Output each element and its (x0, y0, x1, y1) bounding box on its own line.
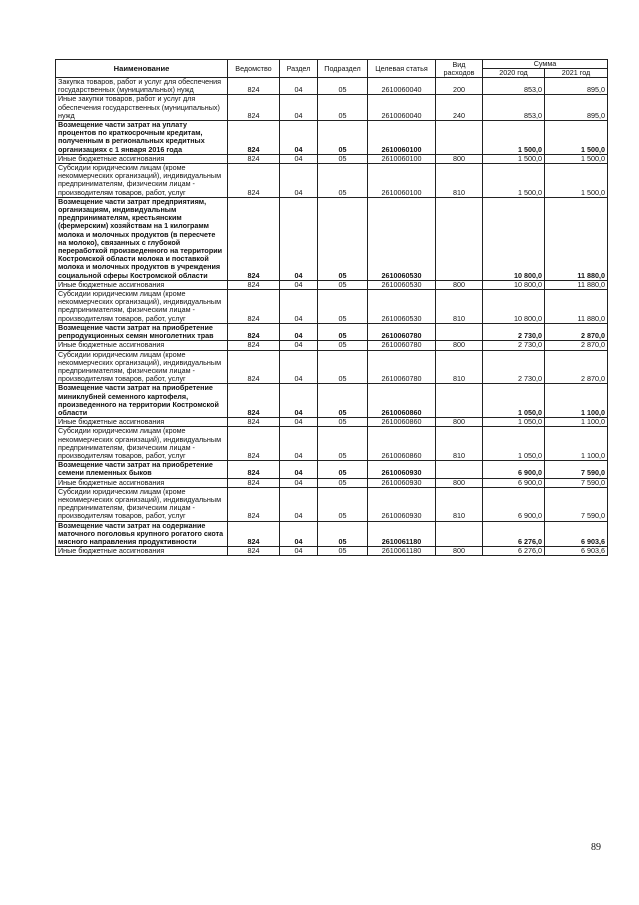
cell-2020: 1 050,0 (483, 418, 545, 427)
cell-vedomstvo: 824 (228, 418, 280, 427)
cell-2021: 7 590,0 (545, 461, 608, 478)
table-row (56, 290, 608, 324)
cell-vid: 800 (436, 280, 483, 289)
cell-vid: 800 (436, 547, 483, 556)
cell-podrazdel: 05 (318, 350, 368, 384)
budget-page (55, 59, 607, 556)
cell-2021: 6 903,6 (545, 521, 608, 547)
cell-2021: 1 100,0 (545, 384, 608, 418)
cell-vid: 240 (436, 95, 483, 121)
cell-name: Иные бюджетные ассигнования (56, 280, 228, 289)
cell-statya: 2610060530 (368, 197, 436, 280)
cell-vedomstvo: 824 (228, 95, 280, 121)
cell-statya: 2610060930 (368, 478, 436, 487)
cell-statya: 2610060860 (368, 418, 436, 427)
header-vid: Вид расходов (436, 60, 483, 78)
table-row (56, 164, 608, 198)
cell-podrazdel: 05 (318, 384, 368, 418)
header-razdel: Раздел (280, 60, 318, 78)
cell-razdel: 04 (280, 461, 318, 478)
cell-razdel: 04 (280, 547, 318, 556)
cell-2020: 1 500,0 (483, 121, 545, 155)
cell-2020: 10 800,0 (483, 280, 545, 289)
cell-vedomstvo: 824 (228, 384, 280, 418)
cell-vedomstvo: 824 (228, 427, 280, 461)
cell-2021: 11 880,0 (545, 197, 608, 280)
cell-name: Субсидии юридическим лицам (кроме некоммерческих организаций), индивидуальным предпринимателям, физическим лицам - производителям товаров, работ, услуг (56, 427, 228, 461)
cell-name: Возмещение части затрат на приобретение репродукционных семян многолетних трав (56, 323, 228, 340)
cell-vid: 200 (436, 78, 483, 95)
cell-2020: 1 050,0 (483, 427, 545, 461)
cell-statya: 2610060530 (368, 290, 436, 324)
cell-name: Иные закупки товаров, работ и услуг для обеспечения государственных (муниципальных) нужд (56, 95, 228, 121)
cell-vid: 800 (436, 154, 483, 163)
cell-vid: 810 (436, 487, 483, 521)
cell-podrazdel: 05 (318, 461, 368, 478)
cell-razdel: 04 (280, 290, 318, 324)
cell-podrazdel: 05 (318, 521, 368, 547)
cell-razdel: 04 (280, 154, 318, 163)
cell-statya: 2610060780 (368, 341, 436, 350)
cell-podrazdel: 05 (318, 164, 368, 198)
cell-vedomstvo: 824 (228, 521, 280, 547)
cell-razdel: 04 (280, 280, 318, 289)
cell-2021: 11 880,0 (545, 290, 608, 324)
cell-statya: 2610060930 (368, 461, 436, 478)
cell-vedomstvo: 824 (228, 487, 280, 521)
cell-razdel: 04 (280, 78, 318, 95)
cell-name: Субсидии юридическим лицам (кроме некоммерческих организаций), индивидуальным предпринимателям, физическим лицам - производителям товаров, работ, услуг (56, 350, 228, 384)
cell-razdel: 04 (280, 121, 318, 155)
cell-razdel: 04 (280, 427, 318, 461)
cell-vid: 800 (436, 478, 483, 487)
cell-statya: 2610060930 (368, 487, 436, 521)
cell-razdel: 04 (280, 323, 318, 340)
cell-vedomstvo: 824 (228, 350, 280, 384)
cell-2020: 6 900,0 (483, 478, 545, 487)
cell-statya: 2610060860 (368, 427, 436, 461)
cell-vid (436, 521, 483, 547)
cell-statya: 2610060100 (368, 164, 436, 198)
cell-vid: 800 (436, 418, 483, 427)
cell-razdel: 04 (280, 350, 318, 384)
table-row (56, 280, 608, 289)
cell-statya: 2610060860 (368, 384, 436, 418)
cell-2020: 1 500,0 (483, 154, 545, 163)
cell-2020: 6 276,0 (483, 547, 545, 556)
cell-vid: 810 (436, 350, 483, 384)
cell-vedomstvo: 824 (228, 154, 280, 163)
cell-vedomstvo: 824 (228, 290, 280, 324)
cell-vedomstvo: 824 (228, 121, 280, 155)
cell-2021: 2 870,0 (545, 341, 608, 350)
cell-2021: 1 500,0 (545, 121, 608, 155)
cell-2020: 2 730,0 (483, 350, 545, 384)
cell-2020: 6 276,0 (483, 521, 545, 547)
cell-podrazdel: 05 (318, 154, 368, 163)
cell-podrazdel: 05 (318, 478, 368, 487)
cell-name: Возмещение части затрат на приобретение семени племенных быков (56, 461, 228, 478)
cell-2021: 1 100,0 (545, 418, 608, 427)
cell-razdel: 04 (280, 95, 318, 121)
table-row (56, 197, 608, 280)
cell-name: Возмещение части затрат на содержание маточного поголовья крупного рогатого скота мясного направления продуктивности (56, 521, 228, 547)
table-row (56, 521, 608, 547)
cell-2021: 1 500,0 (545, 154, 608, 163)
cell-2021: 1 100,0 (545, 427, 608, 461)
cell-name: Возмещение части затрат на уплату процентов по краткосрочным кредитам, полученным в региональных кредитных организациях с 1 января 2016 года (56, 121, 228, 155)
cell-name: Иные бюджетные ассигнования (56, 341, 228, 350)
cell-razdel: 04 (280, 418, 318, 427)
table-row (56, 78, 608, 95)
cell-name: Субсидии юридическим лицам (кроме некоммерческих организаций), индивидуальным предпринимателям, физическим лицам - производителям товаров, работ, услуг (56, 487, 228, 521)
cell-statya: 2610060780 (368, 323, 436, 340)
budget-table (55, 59, 608, 556)
cell-vedomstvo: 824 (228, 197, 280, 280)
page-number: 89 (591, 842, 601, 853)
cell-podrazdel: 05 (318, 280, 368, 289)
header-statya: Целевая статья (368, 60, 436, 78)
table-row (56, 461, 608, 478)
cell-2021: 2 870,0 (545, 323, 608, 340)
cell-2020: 10 800,0 (483, 290, 545, 324)
cell-podrazdel: 05 (318, 290, 368, 324)
header-summa: Сумма (483, 60, 608, 69)
cell-2021: 895,0 (545, 78, 608, 95)
cell-statya: 2610061180 (368, 547, 436, 556)
cell-podrazdel: 05 (318, 487, 368, 521)
cell-name: Закупка товаров, работ и услуг для обеспечения государственных (муниципальных) нужд (56, 78, 228, 95)
cell-name: Возмещение части затрат предприятиям, организациям, индивидуальным предпринимателям, крестьянским (фермерским) хозяйствам на 1 килограмм молока и молочных продуктов (в пересчете на молоко), связанных с глубокой переработкой произведенного на территории Костромской области молока и поставкой молока и молочных продуктов в учреждения социальной сферы Костромской области (56, 197, 228, 280)
cell-name: Иные бюджетные ассигнования (56, 154, 228, 163)
cell-vedomstvo: 824 (228, 478, 280, 487)
cell-podrazdel: 05 (318, 121, 368, 155)
cell-statya: 2610060530 (368, 280, 436, 289)
cell-vedomstvo: 824 (228, 78, 280, 95)
cell-razdel: 04 (280, 341, 318, 350)
header-name: Наименование (56, 60, 228, 78)
table-row (56, 547, 608, 556)
table-row (56, 427, 608, 461)
cell-vedomstvo: 824 (228, 547, 280, 556)
table-row (56, 154, 608, 163)
cell-podrazdel: 05 (318, 323, 368, 340)
cell-vedomstvo: 824 (228, 280, 280, 289)
table-row (56, 487, 608, 521)
cell-razdel: 04 (280, 164, 318, 198)
cell-2020: 6 900,0 (483, 461, 545, 478)
table-row (56, 95, 608, 121)
cell-vid (436, 323, 483, 340)
cell-statya: 2610060100 (368, 154, 436, 163)
table-row (56, 418, 608, 427)
cell-vid (436, 461, 483, 478)
cell-2021: 895,0 (545, 95, 608, 121)
cell-name: Иные бюджетные ассигнования (56, 547, 228, 556)
cell-2020: 853,0 (483, 78, 545, 95)
cell-2020: 6 900,0 (483, 487, 545, 521)
cell-razdel: 04 (280, 521, 318, 547)
cell-vid (436, 197, 483, 280)
cell-name: Субсидии юридическим лицам (кроме некоммерческих организаций), индивидуальным предпринимателям, физическим лицам - производителям товаров, работ, услуг (56, 164, 228, 198)
header-2021: 2021 год (545, 69, 608, 78)
cell-2020: 1 500,0 (483, 164, 545, 198)
cell-2020: 853,0 (483, 95, 545, 121)
cell-vedomstvo: 824 (228, 461, 280, 478)
cell-name: Возмещение части затрат на приобретение миниклубней семенного картофеля, произведенного на территории Костромской области (56, 384, 228, 418)
header-vedomstvo: Ведомство (228, 60, 280, 78)
table-row (56, 121, 608, 155)
cell-vedomstvo: 824 (228, 341, 280, 350)
cell-2021: 7 590,0 (545, 478, 608, 487)
table-row (56, 341, 608, 350)
cell-statya: 2610060780 (368, 350, 436, 384)
cell-vid (436, 384, 483, 418)
cell-vedomstvo: 824 (228, 323, 280, 340)
table-row (56, 384, 608, 418)
cell-vid: 810 (436, 427, 483, 461)
cell-name: Иные бюджетные ассигнования (56, 418, 228, 427)
cell-podrazdel: 05 (318, 95, 368, 121)
cell-statya: 2610060040 (368, 78, 436, 95)
cell-2020: 10 800,0 (483, 197, 545, 280)
table-body (56, 78, 608, 556)
cell-statya: 2610060040 (368, 95, 436, 121)
cell-name: Иные бюджетные ассигнования (56, 478, 228, 487)
cell-razdel: 04 (280, 384, 318, 418)
cell-2021: 11 880,0 (545, 280, 608, 289)
cell-podrazdel: 05 (318, 197, 368, 280)
cell-vedomstvo: 824 (228, 164, 280, 198)
header-2020: 2020 год (483, 69, 545, 78)
cell-podrazdel: 05 (318, 341, 368, 350)
cell-2020: 2 730,0 (483, 323, 545, 340)
cell-2021: 7 590,0 (545, 487, 608, 521)
table-row (56, 350, 608, 384)
table-row (56, 478, 608, 487)
cell-name: Субсидии юридическим лицам (кроме некоммерческих организаций), индивидуальным предпринимателям, физическим лицам - производителям товаров, работ, услуг (56, 290, 228, 324)
cell-podrazdel: 05 (318, 78, 368, 95)
cell-2020: 1 050,0 (483, 384, 545, 418)
cell-razdel: 04 (280, 478, 318, 487)
cell-2021: 6 903,6 (545, 547, 608, 556)
cell-razdel: 04 (280, 197, 318, 280)
cell-2021: 2 870,0 (545, 350, 608, 384)
cell-vid (436, 121, 483, 155)
cell-vid: 810 (436, 290, 483, 324)
cell-podrazdel: 05 (318, 427, 368, 461)
cell-vid: 810 (436, 164, 483, 198)
cell-2020: 2 730,0 (483, 341, 545, 350)
cell-podrazdel: 05 (318, 547, 368, 556)
cell-statya: 2610060100 (368, 121, 436, 155)
cell-vid: 800 (436, 341, 483, 350)
cell-razdel: 04 (280, 487, 318, 521)
cell-podrazdel: 05 (318, 418, 368, 427)
cell-2021: 1 500,0 (545, 164, 608, 198)
table-row (56, 323, 608, 340)
header-podrazdel: Подраздел (318, 60, 368, 78)
cell-statya: 2610061180 (368, 521, 436, 547)
